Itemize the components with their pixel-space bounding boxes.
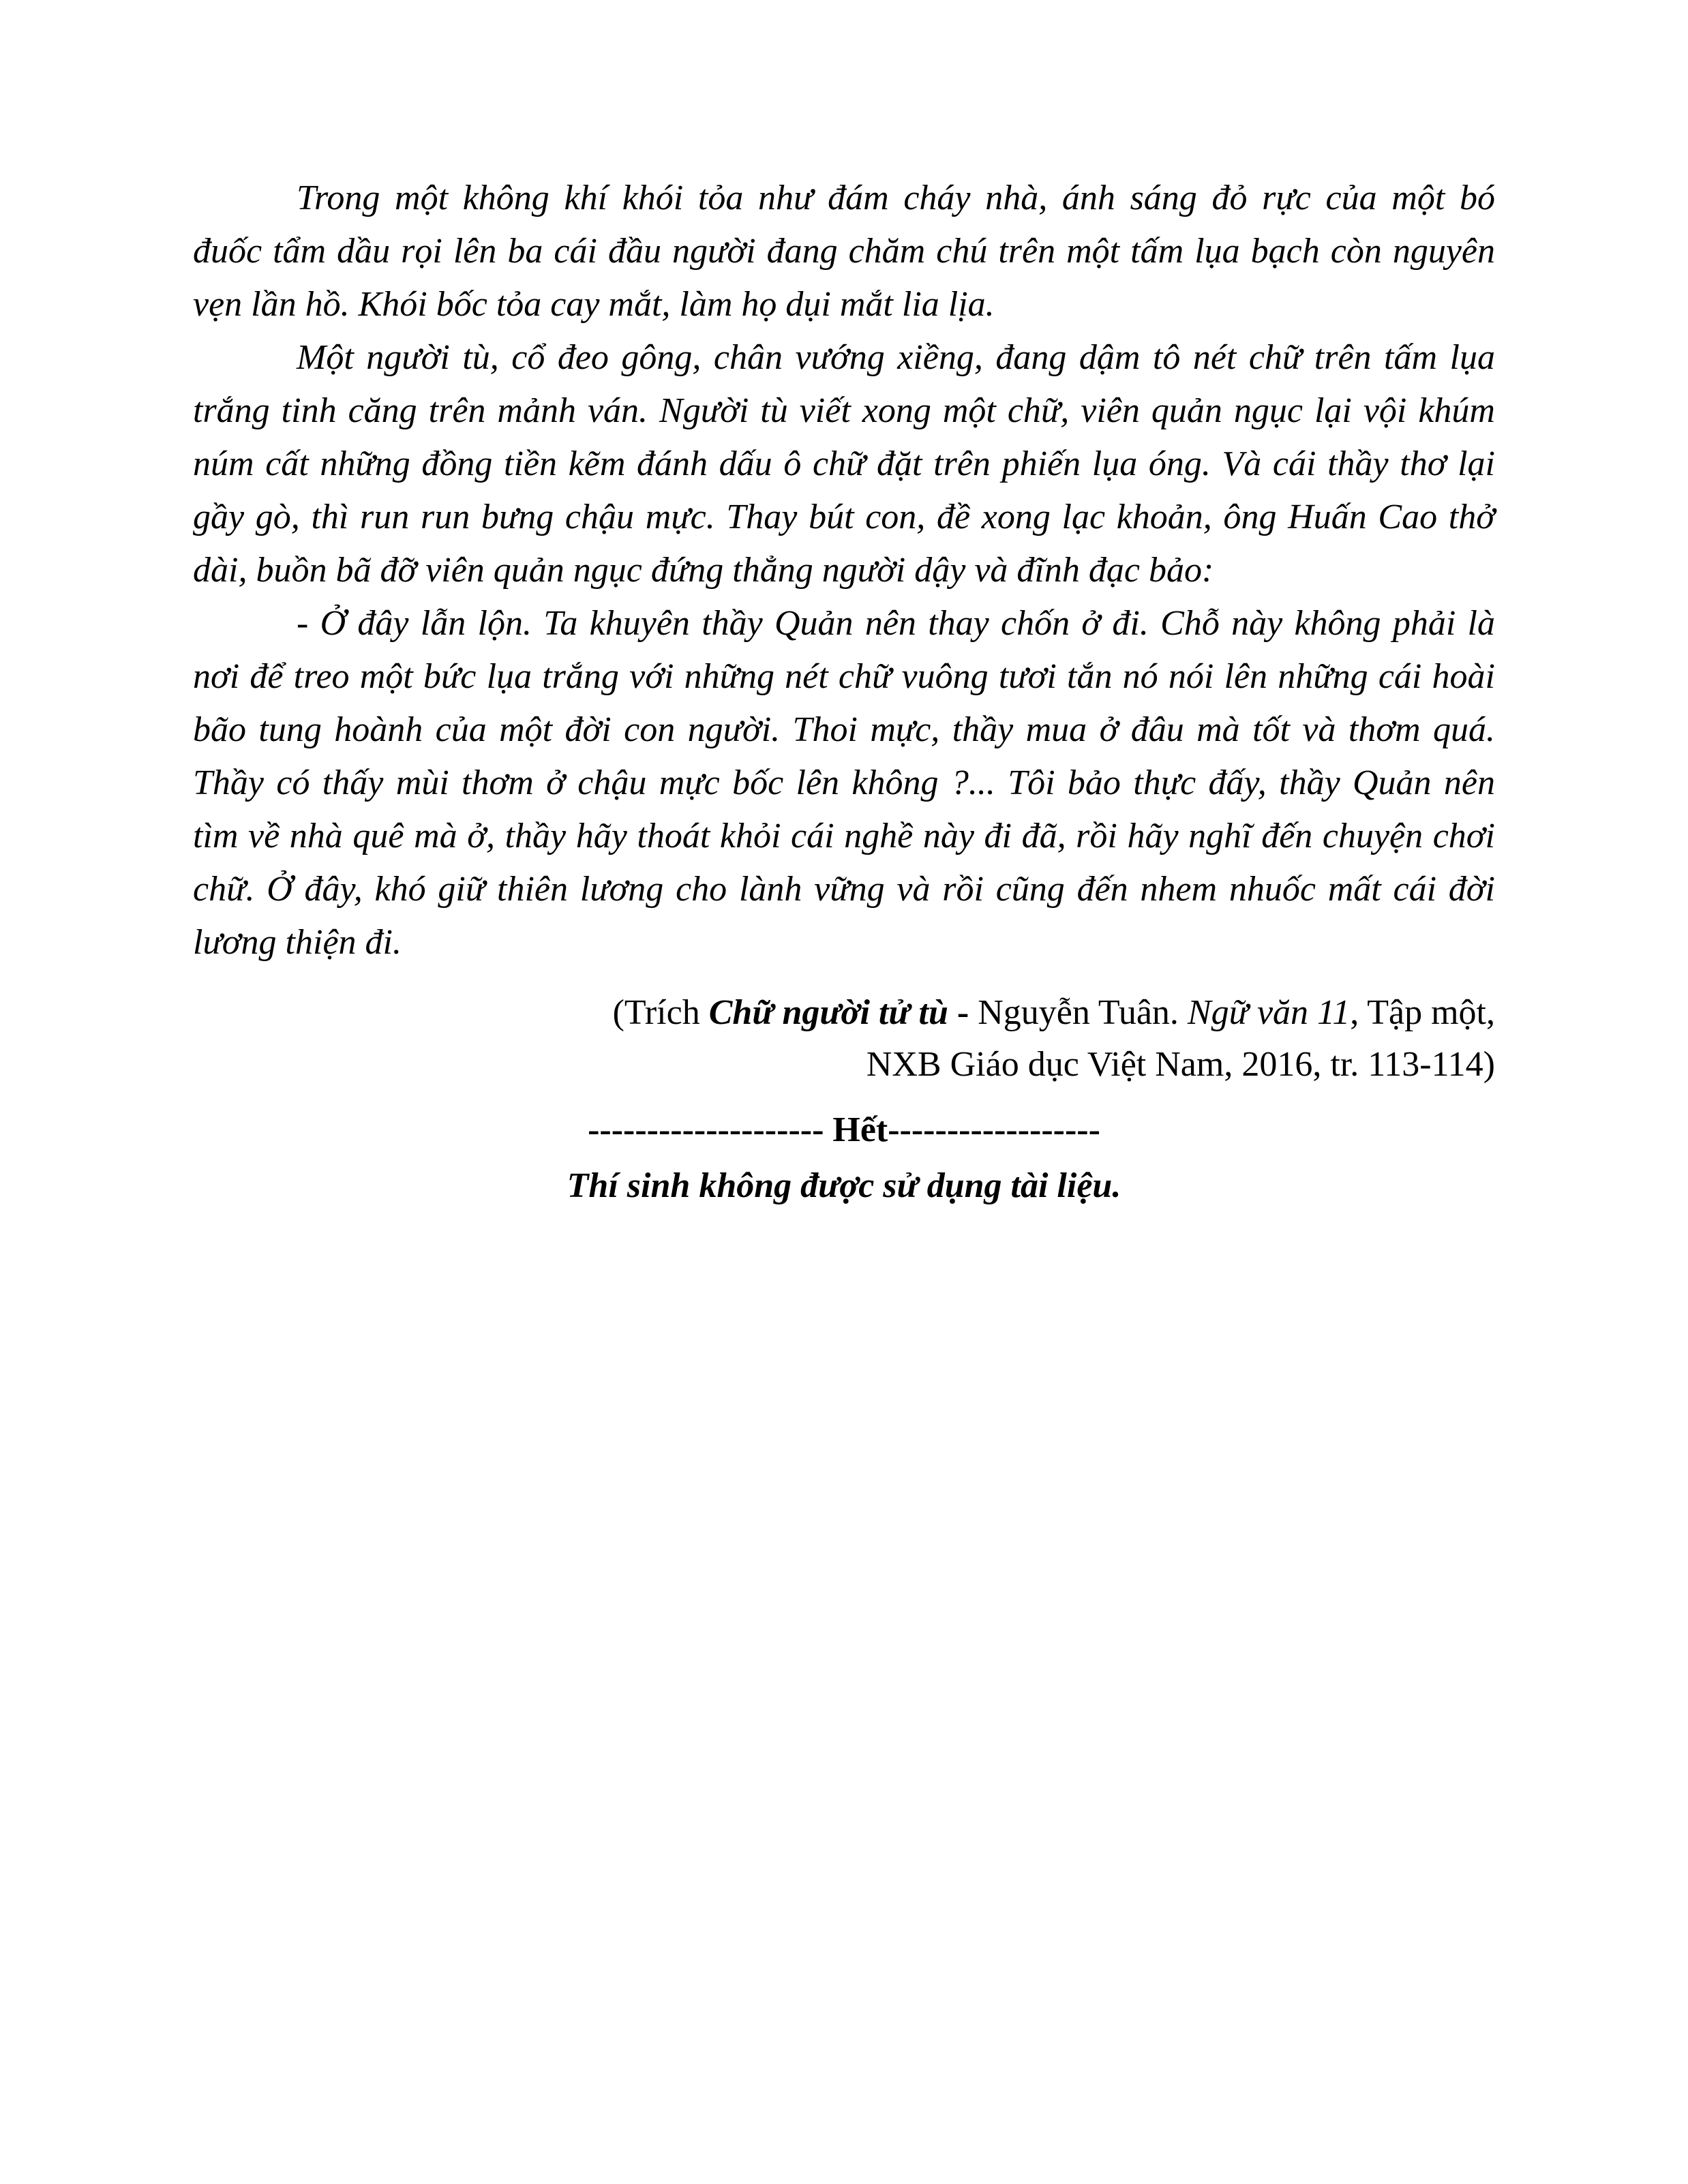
citation-work-title: Chữ người tử tù bbox=[708, 993, 948, 1032]
end-dashes-right: ------------------ bbox=[888, 1110, 1100, 1149]
text-line: - Ở đây lẫn lộn. Ta khuyên thầy Quản nên thay chốn ở đi. Chỗ này không phải là bbox=[297, 604, 1495, 643]
citation-prefix: (Trích bbox=[612, 993, 709, 1032]
text-line: bão tung hoành của một đời con người. Thoi mực, thầy mua ở đâu mà tốt và thơm quá. bbox=[193, 710, 1495, 749]
text-line: dài, buồn bã đỡ viên quản ngục đứng thẳng người dậy và đĩnh đạc bảo: bbox=[193, 551, 1214, 590]
end-label: Hết bbox=[832, 1110, 888, 1149]
text-line: Thầy có thấy mùi thơm ở chậu mực bốc lên không ?... Tôi bảo thực đấy, thầy Quản nên bbox=[193, 763, 1495, 802]
citation-textbook: Ngữ văn 11 bbox=[1187, 993, 1351, 1032]
citation-line-source bbox=[193, 987, 1495, 1039]
text-line: Trong một không khí khói tỏa như đám cháy nhà, ánh sáng đỏ rực của một bó bbox=[297, 179, 1495, 217]
exam-instruction: Thí sinh không được sử dụng tài liệu. bbox=[567, 1166, 1121, 1205]
text-line: Một người tù, cổ đeo gông, chân vướng xiềng, đang dậm tô nét chữ trên tấm lụa bbox=[297, 338, 1495, 377]
text-line: đuốc tẩm dầu rọi lên ba cái đầu người đang chăm chú trên một tấm lụa bạch còn nguyên bbox=[193, 232, 1495, 271]
text-line: vẹn lần hồ. Khói bốc tỏa cay mắt, làm họ dụi mắt lia lịa. bbox=[193, 285, 995, 324]
text-line: chữ. Ở đây, khó giữ thiên lương cho lành vững và rồi cũng đến nhem nhuốc mất cái đời bbox=[193, 870, 1495, 909]
citation-separator: - bbox=[948, 993, 978, 1032]
text-line: lương thiện đi. bbox=[193, 923, 402, 962]
text-line: gầy gò, thì run run bưng chậu mực. Thay bút con, đề xong lạc khoản, ông Huấn Cao thở bbox=[193, 498, 1495, 536]
text-line: tìm về nhà quê mà ở, thầy hãy thoát khỏi cái nghề này đi đã, rồi hãy nghĩ đến chuyện chơi bbox=[193, 817, 1495, 855]
text-line: trắng tinh căng trên mảnh ván. Người tù viết xong một chữ, viên quản ngục lại vội khúm bbox=[193, 391, 1495, 430]
citation-volume: , Tập một, bbox=[1350, 993, 1495, 1032]
end-dashes-left: -------------------- bbox=[588, 1110, 833, 1149]
end-divider bbox=[193, 1104, 1495, 1156]
excerpt-text bbox=[193, 172, 1495, 969]
citation-line-publisher: NXB Giáo dục Việt Nam, 2016, tr. 113-114) bbox=[866, 1045, 1495, 1084]
citation bbox=[193, 987, 1495, 1091]
text-line: nơi để treo một bức lụa trắng với những nét chữ vuông tươi tắn nó nói lên những cái hoài bbox=[193, 657, 1495, 696]
citation-author: Nguyễn Tuân. bbox=[978, 993, 1188, 1032]
text-line: núm cất những đồng tiền kẽm đánh dấu ô chữ đặt trên phiến lụa óng. Và cái thầy thơ lại bbox=[193, 444, 1495, 483]
page-content bbox=[193, 172, 1495, 1212]
